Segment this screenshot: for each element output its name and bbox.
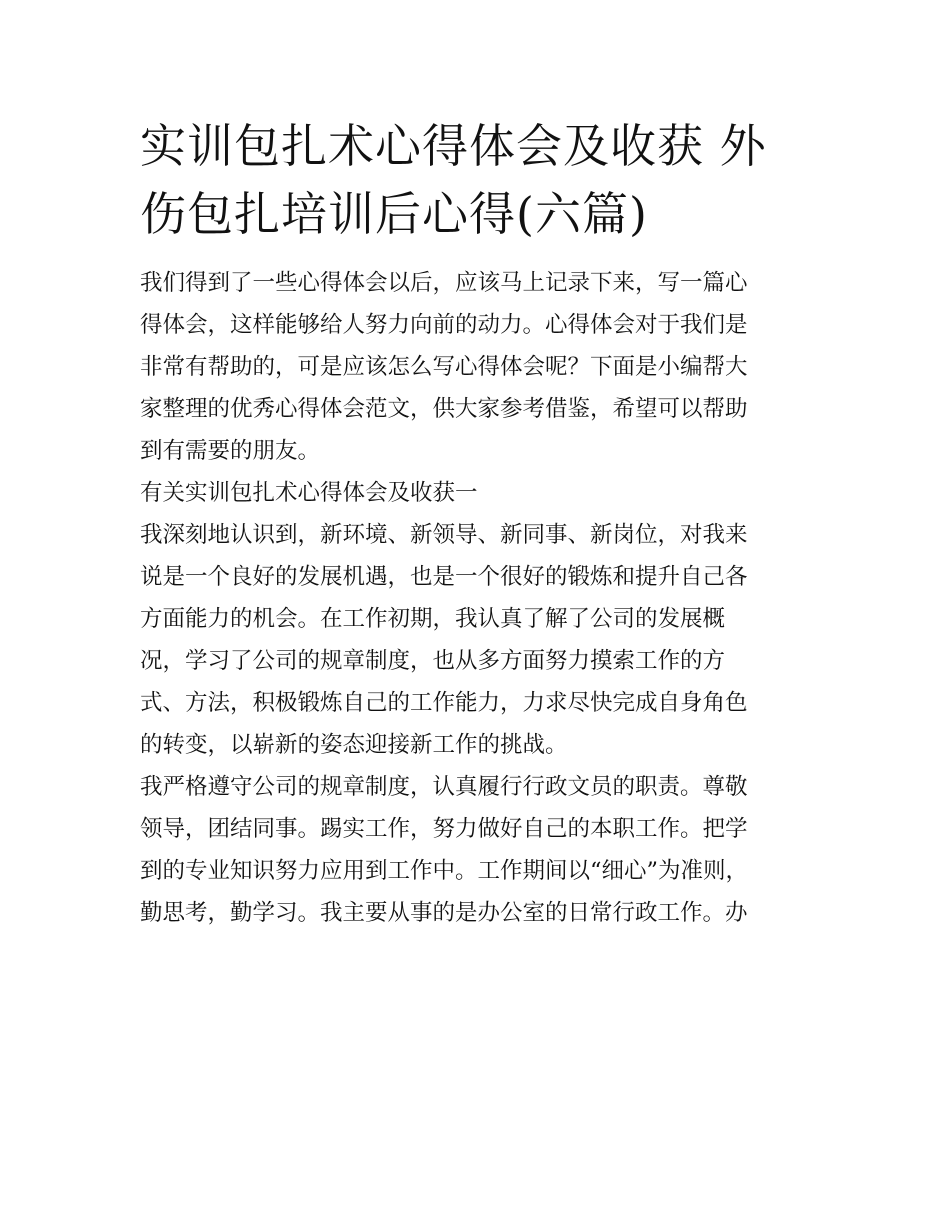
text-line: 说是一个良好的发展机遇，也是一个很好的锻炼和提升自己各: [140, 564, 748, 590]
document-title: [140, 112, 815, 248]
text-line: 到有需要的朋友。: [140, 438, 321, 464]
title-line: 实训包扎术心得体会及收获 外: [140, 119, 767, 173]
text-line: 非常有帮助的，可是应该怎么写心得体会呢？下面是小编帮大: [140, 354, 748, 380]
title-line: 伤包扎培训后心得(六篇): [140, 187, 648, 241]
text-line: 得体会，这样能够给人努力向前的动力。心得体会对于我们是: [140, 312, 748, 338]
text-line: 式、方法，积极锻炼自己的工作能力，力求尽快完成自身角色: [140, 690, 748, 716]
body-paragraph-1: [140, 514, 815, 766]
text-line: 我严格遵守公司的规章制度，认真履行行政文员的职责。尊敬: [140, 774, 748, 800]
text-line: 家整理的优秀心得体会范文，供大家参考借鉴，希望可以帮助: [140, 396, 748, 422]
text-line: 我深刻地认识到，新环境、新领导、新同事、新岗位，对我来: [140, 522, 748, 548]
text-line: 的转变，以崭新的姿态迎接新工作的挑战。: [140, 732, 568, 758]
section-heading: 有关实训包扎术心得体会及收获一: [140, 480, 478, 506]
intro-paragraph: [140, 262, 815, 472]
text-line: 勤思考，勤学习。我主要从事的是办公室的日常行政工作。办: [140, 900, 748, 926]
text-line: 到的专业知识努力应用到工作中。工作期间以“细心”为准则，: [140, 858, 749, 884]
text-line: 况，学习了公司的规章制度，也从多方面努力摸索工作的方: [140, 648, 726, 674]
body-paragraph-2: [140, 766, 815, 934]
document-page: [140, 112, 815, 934]
text-line: 领导，团结同事。踢实工作，努力做好自己的本职工作。把学: [140, 816, 748, 842]
text-line: 方面能力的机会。在工作初期，我认真了解了公司的发展概: [140, 606, 726, 632]
text-line: 我们得到了一些心得体会以后，应该马上记录下来，写一篇心: [140, 270, 748, 296]
